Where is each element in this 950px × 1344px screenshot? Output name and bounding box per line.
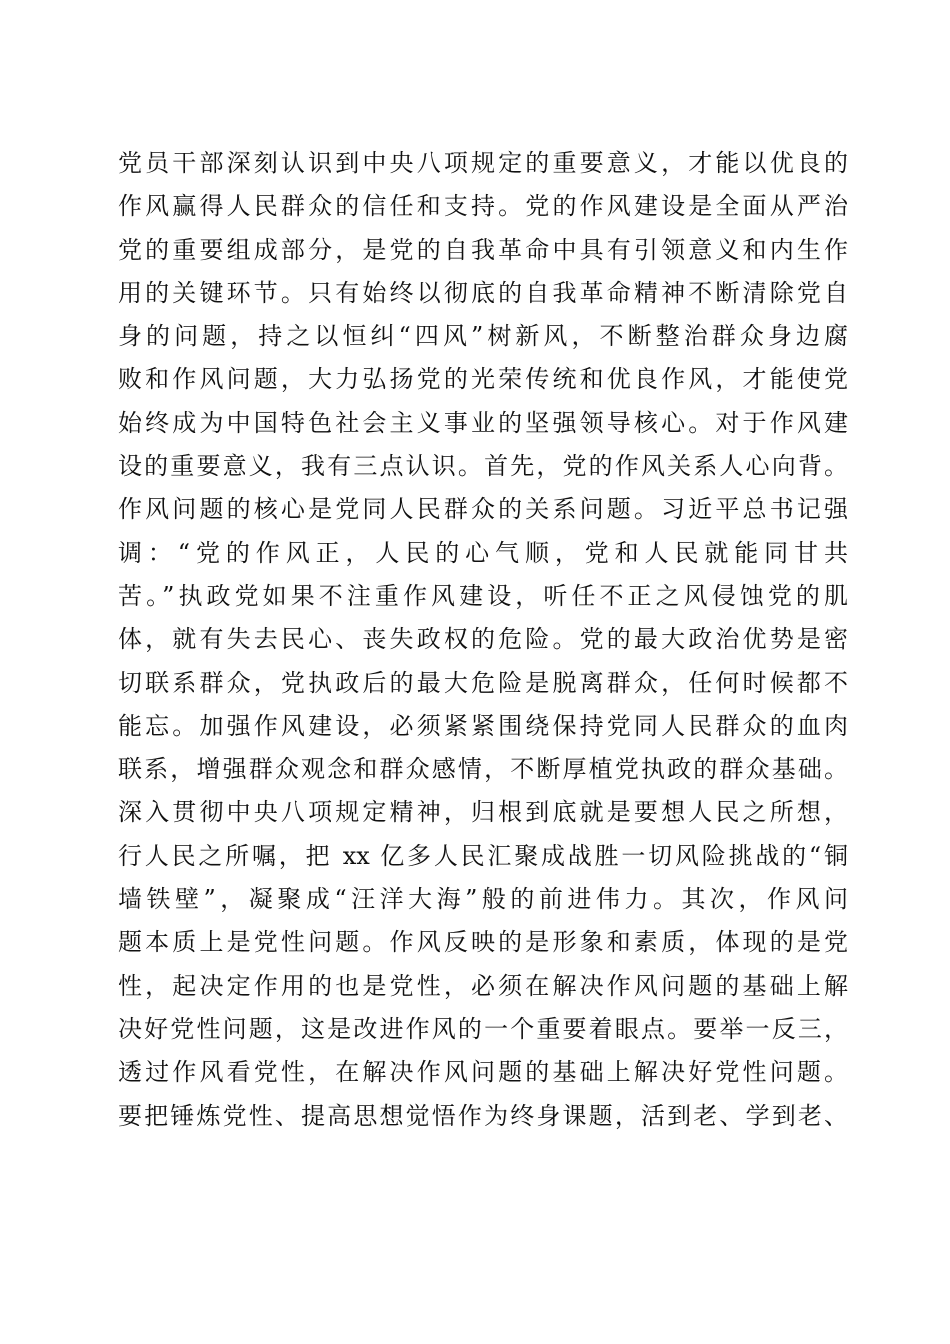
text-line: 设的重要意义，我有三点认识。首先，党的作风关系人心向背。 [118,452,848,481]
text-line: 透过作风看党性，在解决作风问题的基础上解决好党性问题。 [118,1058,848,1087]
text-line: 能忘。加强作风建设，必须紧紧围绕保持党同人民群众的血肉 [118,711,848,740]
text-line: 苦。”执政党如果不注重作风建设，听任不正之风侵蚀党的肌 [118,581,848,610]
text-line: 性，起决定作用的也是党性，必须在解决作风问题的基础上解 [118,971,848,1000]
text-line: 调：“党的作风正，人民的心气顺，党和人民就能同甘共 [118,538,848,567]
text-line: 败和作风问题，大力弘扬党的光荣传统和优良作风，才能使党 [118,365,848,394]
text-line: 行人民之所嘱，把 xx 亿多人民汇聚成战胜一切风险挑战的“铜 [118,841,848,870]
text-line: 墙铁壁”，凝聚成“汪洋大海”般的前进伟力。其次，作风问 [118,885,848,914]
text-line: 题本质上是党性问题。作风反映的是形象和素质，体现的是党 [118,928,848,957]
text-line: 切联系群众，党执政后的最大危险是脱离群众，任何时候都不 [118,668,848,697]
text-line: 用的关键环节。只有始终以彻底的自我革命精神不断清除党自 [118,278,848,307]
text-line: 作风赢得人民群众的信任和支持。党的作风建设是全面从严治 [118,192,848,221]
text-line: 联系，增强群众观念和群众感情，不断厚植党执政的群众基础。 [118,755,848,784]
text-line: 决好党性问题，这是改进作风的一个重要着眼点。要举一反三， [118,1014,848,1043]
text-line: 身的问题，持之以恒纠“四风”树新风，不断整治群众身边腐 [118,322,848,351]
text-line: 体，就有失去民心、丧失政权的危险。党的最大政治优势是密 [118,625,848,654]
text-line: 始终成为中国特色社会主义事业的坚强领导核心。对于作风建 [118,408,848,437]
text-line: 深入贯彻中央八项规定精神，归根到底就是要想人民之所想， [118,798,848,827]
body-text [118,142,848,1138]
text-line: 党员干部深刻认识到中央八项规定的重要意义，才能以优良的 [118,149,848,177]
text-line: 要把锤炼党性、提高思想觉悟作为终身课题，活到老、学到老、 [118,1101,848,1130]
text-line: 党的重要组成部分，是党的自我革命中具有引领意义和内生作 [118,235,848,264]
text-line: 作风问题的核心是党同人民群众的关系问题。习近平总书记强 [118,495,848,524]
